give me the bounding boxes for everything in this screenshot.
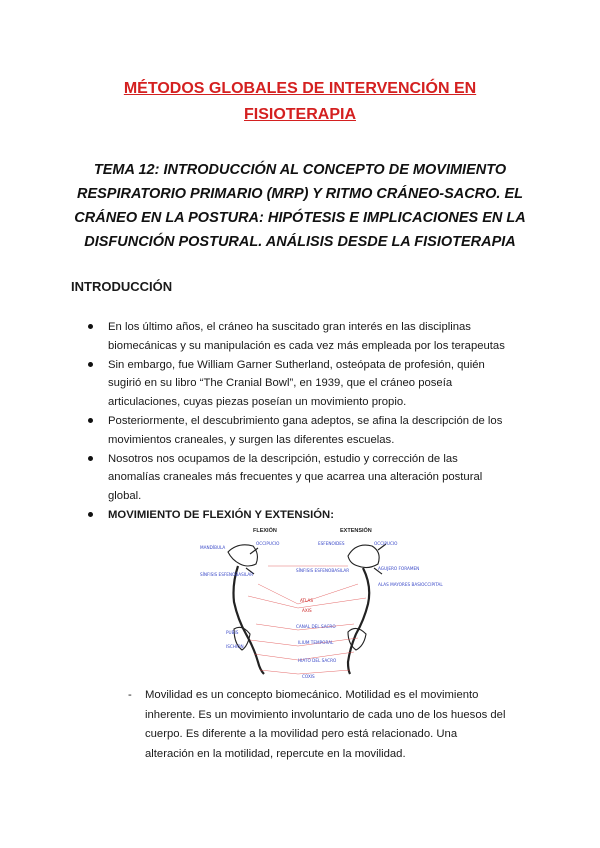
- label-atlas: ATLAS: [300, 598, 314, 603]
- bullet-icon: [88, 512, 93, 517]
- list-item: [108, 318, 533, 356]
- list-item-line: Nosotros nos ocupamos de la descripción, estudio y corrección de las: [108, 452, 458, 465]
- label-ilium: ILIUM TEMPORAL: [298, 640, 334, 645]
- dash-item-line: inherente. Es un movimiento involuntario de cada uno de los huesos del: [145, 708, 506, 721]
- list-item-line: sugirió en su libro “The Cranial Bowl”, en 1939, que el cráneo poseía: [108, 377, 453, 390]
- label-sinfisis-middle: SÍNFISIS ESFENOBASILAR: [296, 568, 350, 573]
- topic-line: CRÁNEO EN LA POSTURA: HIPÓTESIS E IMPLICACIONES EN LA: [74, 210, 526, 226]
- label-occipucio-left: OCCIPUCIO: [256, 541, 280, 546]
- list-item-line: MOVIMIENTO DE FLEXIÓN Y EXTENSIÓN:: [108, 508, 334, 521]
- dash-list-item: [128, 686, 530, 764]
- label-pubis: PUBIS: [226, 630, 239, 635]
- list-item-line: Sin embargo, fue William Garner Sutherland, osteópata de profesión, quién: [108, 358, 485, 371]
- list-item-line: movimientos craneales, y surgen las diferentes escuelas.: [108, 433, 395, 446]
- caption-extension: EXTENSIÓN: [340, 528, 372, 534]
- extension-skeleton: [348, 544, 386, 674]
- section-heading: INTRODUCCIÓN: [71, 279, 173, 294]
- bullet-icon: [88, 324, 93, 329]
- list-item-line: articulaciones, cuyas piezas poseían un movimiento propio.: [108, 396, 407, 409]
- label-hiato: HIATO DEL SACRO: [298, 658, 337, 663]
- label-mandibula: MANDÍBULA: [200, 545, 226, 550]
- label-sinfisis-left: SÍNFISIS ESFENOBASILAR: [200, 572, 254, 577]
- label-alas: ALAS MAYORES BASIOCCIPITAL: [378, 582, 443, 587]
- topic-line: RESPIRATORIO PRIMARIO (MRP) Y RITMO CRÁNEO-SACRO. EL: [76, 186, 524, 202]
- document-title: [60, 76, 540, 128]
- topic-line: TEMA 12: INTRODUCCIÓN AL CONCEPTO DE MOVIMIENTO: [93, 162, 507, 178]
- label-axis: AXIS: [302, 608, 312, 613]
- list-item: [108, 412, 533, 450]
- topic-line: DISFUNCIÓN POSTURAL. ANÁLISIS DESDE LA FISIOTERAPIA: [84, 234, 516, 250]
- bullet-list: [0, 318, 600, 525]
- skull-right: [348, 545, 379, 567]
- bullet-icon: [88, 456, 93, 461]
- list-item: [108, 506, 533, 525]
- title-line: FISIOTERAPIA: [243, 106, 356, 123]
- list-item: [108, 450, 533, 506]
- label-agujero: AGUJERO FORAMEN: [378, 566, 420, 571]
- flexion-extension-figure: [198, 524, 443, 684]
- dash-bullet-icon: -: [128, 689, 132, 701]
- dash-item-line: alteración en la motilidad, repercute en la movilidad.: [145, 747, 406, 760]
- list-item-line: Posteriormente, el descubrimiento gana adeptos, se afina la descripción de los: [108, 414, 503, 427]
- caption-flexion: FLEXIÓN: [253, 528, 277, 534]
- title-line: MÉTODOS GLOBALES DE INTERVENCIÓN EN: [123, 80, 477, 97]
- label-canal: CANAL DEL SACRO: [296, 624, 336, 629]
- list-item-line: global.: [108, 490, 142, 503]
- spine-right: [348, 568, 369, 674]
- label-ischion: ISCHION: [226, 644, 244, 649]
- spine-left: [234, 566, 265, 674]
- list-item-line: biomecánicas y su manipulación es cada vez más empleada por los terapeutas: [108, 339, 505, 352]
- label-esfenoides: ESFENOIDES: [318, 541, 345, 546]
- dash-item-line: Movilidad es un concepto biomecánico. Motilidad es el movimiento: [145, 689, 479, 701]
- label-occipucio-right: OCCIPUCIO: [374, 541, 398, 546]
- list-item-line: En los último años, el cráneo ha suscitado gran interés en las disciplinas: [108, 321, 471, 333]
- bullet-icon: [88, 362, 93, 367]
- label-coxis: COXIS: [302, 674, 315, 679]
- skeleton-diagram: [198, 524, 443, 684]
- skull-left: [228, 545, 257, 566]
- bullet-icon: [88, 418, 93, 423]
- list-item: [108, 356, 533, 412]
- list-item-line: anomalías craneales más frecuentes y que acarrea una alteración postural: [108, 471, 483, 484]
- topic-heading: [60, 158, 540, 254]
- dash-item-line: cuerpo. Es diferente a la movilidad pero está relacionado. Una: [145, 728, 458, 740]
